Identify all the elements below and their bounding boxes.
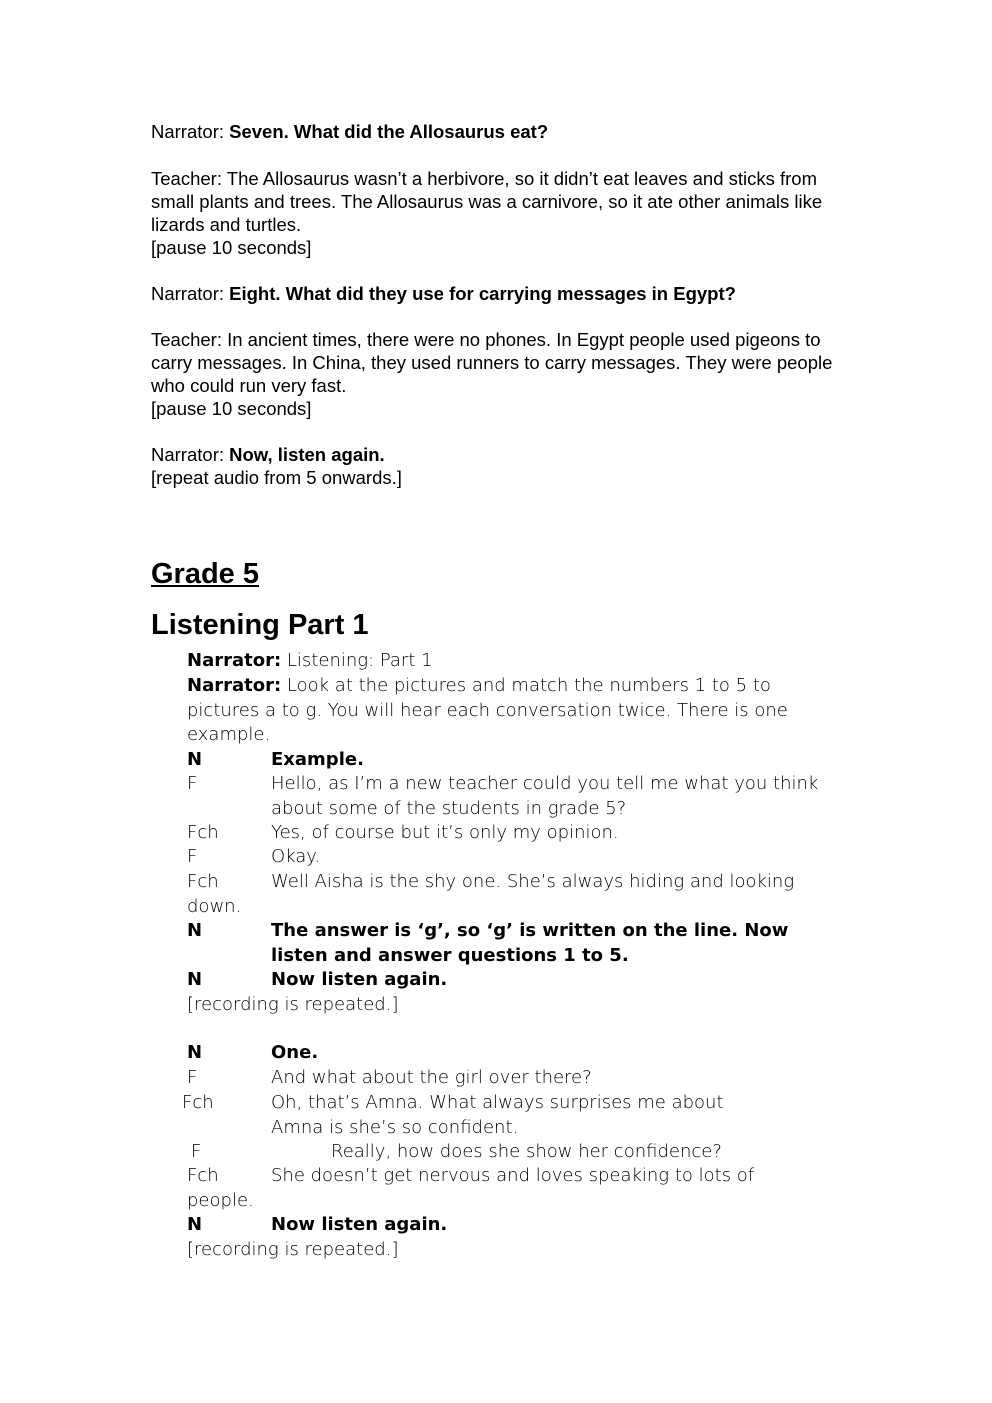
question-number: One. — [271, 1042, 319, 1063]
section-heading: Listening Part 1 — [151, 609, 369, 641]
speaker-label: Fch — [182, 1092, 214, 1113]
speaker-label: F — [191, 1141, 202, 1162]
speaker-label: Fch — [187, 1165, 219, 1186]
repeat-note: [repeat audio from 5 onwards.] — [151, 467, 402, 488]
speaker-label: F — [187, 1067, 198, 1088]
dialogue-text: Well Aisha is the shy one. She’s always hiding and looking — [271, 871, 795, 892]
listen-again-text: Now listen again. — [271, 969, 448, 990]
transcript-line-teacher-egypt: Teacher: In ancient times, there were no phones. In Egypt people used pigeons to carry messages. In China, they used runners to carry messages. They were people who could run very fast. [pause 10 seconds] — [151, 329, 833, 419]
speaker-label: N — [187, 969, 203, 990]
dialogue-text: Hello, as I’m a new teacher could you tell me what you think about some of the students in grade 5? — [271, 773, 819, 819]
transcript-line-narrator-seven: Narrator: Seven. What did the Allosaurus eat? — [151, 121, 549, 142]
dialogue-continuation: down. — [187, 896, 242, 917]
speaker-label: F — [187, 773, 198, 794]
speaker-label: Fch — [187, 822, 219, 843]
recording-note: [recording is repeated.] — [187, 1239, 399, 1260]
dialogue-text: Example. — [271, 749, 364, 770]
dialogue-text: Yes, of course but it’s only my opinion. — [271, 822, 619, 843]
answer-instruction: The answer is ‘g’, so ‘g’ is written on the line. Now listen and answer questions 1 to 5. — [271, 920, 789, 966]
dialogue-text: Really, how does she show her confidence? — [331, 1141, 722, 1162]
intro-line: Narrator: Listening: Part 1 — [187, 650, 433, 671]
dialogue-text: Oh, that’s Amna. What always surprises me about Amna is she’s so confident. — [271, 1092, 724, 1138]
speaker-label: F — [187, 846, 198, 867]
intro-instructions: Narrator: Look at the pictures and match the numbers 1 to 5 to pictures a to g. You will hear each conversation twice. There is one example. — [187, 675, 788, 745]
dialogue-continuation: people. — [187, 1190, 254, 1211]
transcript-line-narrator-listen-again: Narrator: Now, listen again. [repeat audio from 5 onwards.] — [151, 444, 402, 488]
dialogue-text: She doesn’t get nervous and loves speaking to lots of — [271, 1165, 755, 1186]
pause-note: [pause 10 seconds] — [151, 398, 312, 419]
transcript-line-narrator-eight: Narrator: Eight. What did they use for carrying messages in Egypt? — [151, 283, 736, 304]
listen-again-text: Now listen again. — [271, 1214, 448, 1235]
speaker-label: N — [187, 1214, 203, 1235]
grade-heading: Grade 5 — [151, 558, 259, 590]
dialogue-text: And what about the girl over there? — [271, 1067, 592, 1088]
transcript-line-teacher-allosaurus: Teacher: The Allosaurus wasn’t a herbivore, so it didn’t eat leaves and sticks from small plants and trees. The Allosaurus was a carnivore, so it ate other animals like lizards and turtles. [pause 10 seconds] — [151, 168, 823, 258]
recording-note: [recording is repeated.] — [187, 994, 399, 1015]
speaker-label: Fch — [187, 871, 219, 892]
pause-note: [pause 10 seconds] — [151, 237, 312, 258]
dialogue-text: Okay. — [271, 846, 321, 867]
speaker-label: N — [187, 1042, 203, 1063]
speaker-label: N — [187, 920, 203, 941]
speaker-label: N — [187, 749, 203, 770]
